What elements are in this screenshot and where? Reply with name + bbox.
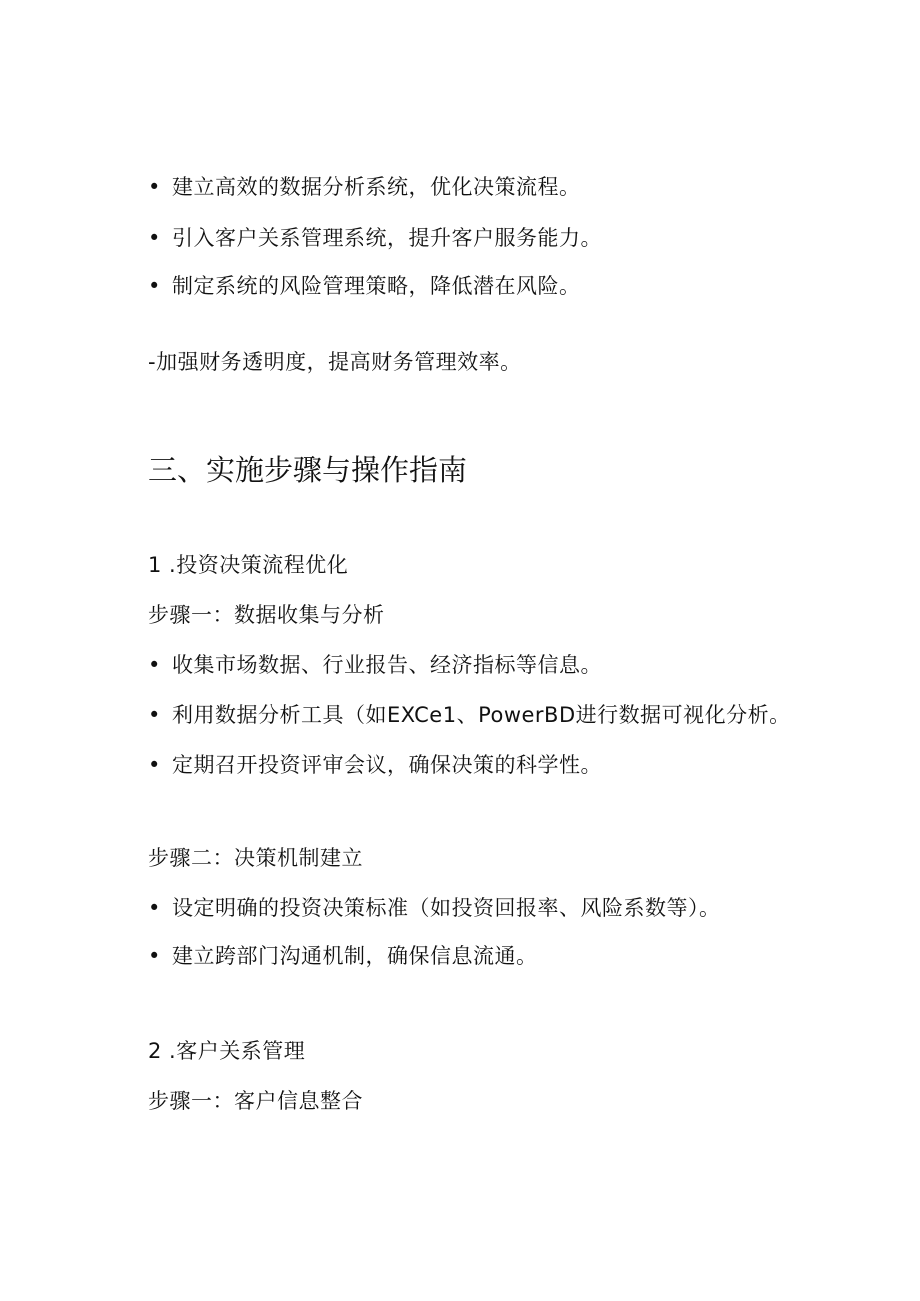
list-item-text: 建立高效的数据分析系统，优化决策流程。 [172, 175, 581, 199]
section-heading: 三、实施步骤与操作指南 [148, 453, 468, 487]
list-item [148, 941, 538, 971]
dash-item: -加强财务透明度，提高财务管理效率。 [148, 350, 522, 374]
bullet-icon: • [148, 274, 161, 298]
list-item-text: 收集市场数据、行业报告、经济指标等信息。 [172, 653, 602, 677]
bullet-icon: • [148, 653, 161, 677]
step-title: 步骤一：客户信息整合 [148, 1089, 363, 1113]
list-item-text: 引入客户关系管理系统，提升客户服务能力。 [172, 226, 602, 250]
list-item-text: 建立跨部门沟通机制，确保信息流通。 [172, 944, 538, 968]
bullet-icon: • [148, 753, 161, 777]
list-item [148, 271, 581, 301]
list-item [148, 172, 581, 202]
subsection-title: 2 .客户关系管理 [148, 1039, 306, 1063]
list-item [148, 700, 791, 730]
bullet-icon: • [148, 896, 161, 920]
list-item-text: 利用数据分析工具（如EXCe1、PowerBD进行数据可视化分析。 [172, 703, 791, 727]
step-title: 步骤二：决策机制建立 [148, 846, 363, 870]
list-item-text: 定期召开投资评审会议，确保决策的科学性。 [172, 753, 602, 777]
step-title: 步骤一：数据收集与分析 [148, 603, 385, 627]
list-item-text: 制定系统的风险管理策略，降低潜在风险。 [172, 274, 581, 298]
list-item-text: 设定明确的投资决策标准（如投资回报率、风险系数等）。 [172, 896, 721, 920]
list-item [148, 650, 602, 680]
bullet-icon: • [148, 175, 161, 199]
list-item [148, 223, 602, 253]
bullet-icon: • [148, 944, 161, 968]
subsection-title: 1 .投资决策流程优化 [148, 553, 349, 577]
list-item [148, 893, 721, 923]
bullet-icon: • [148, 226, 161, 250]
list-item [148, 750, 602, 780]
bullet-icon: • [148, 703, 161, 727]
